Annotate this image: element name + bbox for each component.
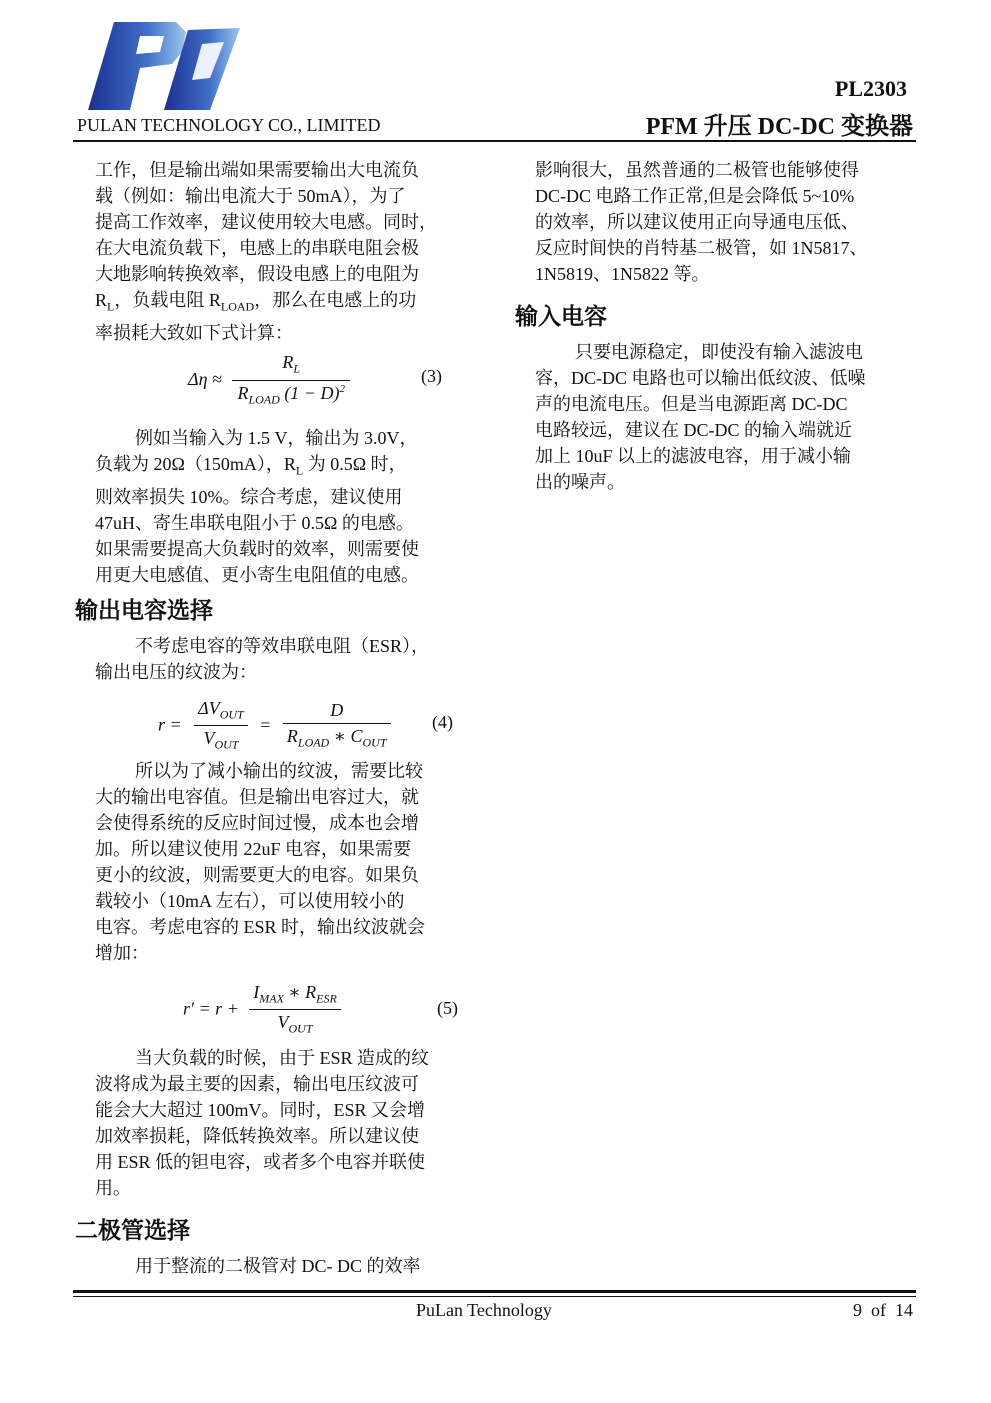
text-line: 载较小（10mA 左右），可以使用较小的 [95, 891, 405, 911]
equation-5: r′ = r + $\frac{I_{MAX} ∗ R_{ESR}}{V_{OUT}}$ [183, 982, 341, 1036]
text-line: 用于整流的二极管对 DC- DC 的效率 [135, 1256, 421, 1276]
text-line: 率损耗大致如下式计算： [95, 322, 293, 343]
heading-output-capacitor: 输出电容选择 [75, 598, 213, 624]
footer-company: PuLan Technology [416, 1300, 552, 1320]
equation-3: Δη ≈ $\frac{R_L}{R_{LOAD} (1 - D)^2}$ [188, 352, 350, 407]
text-line: 1N5819、1N5822 等。 [535, 264, 710, 284]
text-line: 提高工作效率，建议使用较大电感。同时， [95, 212, 437, 232]
text-line: 不考虑电容的等效串联电阻（ESR）， [135, 636, 430, 656]
left-paragraph-5 [95, 1045, 465, 1201]
text-line: 出的噪声。 [535, 472, 625, 492]
text-line: 则效率损失 10%。综合考虑，建议使用 [95, 486, 403, 507]
text-line: 只要电源稳定，即使没有输入滤波电 [575, 342, 863, 362]
heading-input-capacitor: 输入电容 [515, 304, 607, 330]
text-line: 输出电压的纹波为： [95, 662, 257, 682]
equation-4-label: (4) [432, 712, 453, 732]
text-line: 会使得系统的反应时间过慢，成本也会增 [95, 813, 419, 833]
product-title: PFM 升压 DC-DC 变换器 [645, 114, 913, 140]
text-line: 增加： [95, 943, 149, 963]
text-line: 反应时间快的肖特基二极管，如 1N5817、 [535, 238, 868, 258]
text-line: 例如当输入为 1.5 V，输出为 3.0V， [135, 428, 418, 448]
left-paragraph-1 [95, 157, 465, 346]
right-paragraph-1 [535, 157, 905, 287]
text-line: 的效率，所以建议使用正向导通电压低、 [535, 212, 859, 232]
left-paragraph-6 [95, 1253, 465, 1279]
text-line: 用。 [95, 1178, 131, 1198]
text-line: 声的电流电压。但是当电源距离 DC-DC [535, 394, 848, 414]
left-paragraph-3 [95, 633, 465, 685]
text-line: 波将成为最主要的因素，输出电压纹波可 [95, 1074, 419, 1094]
text-line: 电路较远，建议在 DC-DC 的输入端就近 [535, 420, 853, 440]
text-line: 大地影响转换效率，假设电感上的电阻为 [95, 264, 419, 284]
company-logo-icon [84, 18, 242, 114]
left-paragraph-2 [95, 425, 465, 588]
text-line: 加效率损耗，降低转换效率。所以建议使 [95, 1126, 419, 1146]
product-code: PL2303 [834, 76, 907, 101]
heading-diode: 二极管选择 [75, 1218, 190, 1244]
right-paragraph-2 [535, 339, 905, 495]
company-name: PULAN TECHNOLOGY CO., LIMITED [77, 115, 381, 135]
footer-rule-thick [73, 1290, 916, 1293]
text-line: 大的输出电容值。但是输出电容过大，就 [95, 787, 419, 807]
text-line: $R_L$，负载电阻 $R_{LOAD}$，那么在电感上的功 [95, 290, 417, 314]
equation-5-label: (5) [437, 998, 458, 1018]
text-line: 如果需要提高大负载时的效率，则需要使 [95, 538, 419, 559]
text-line: 加上 10uF 以上的滤波电容，用于减小输 [535, 446, 852, 466]
text-line: 47uH、寄生串联电阻小于 0.5Ω 的电感。 [95, 512, 414, 533]
text-line: 当大负载的时候，由于 ESR 造成的纹 [135, 1048, 430, 1068]
text-line: 所以为了减小输出的纹波，需要比较 [135, 761, 423, 781]
left-paragraph-4 [95, 758, 465, 966]
text-line: 在大电流负载下，电感上的串联电阻会极 [95, 238, 419, 258]
text-line: 用更大电感值、更小寄生电阻值的电感。 [95, 564, 419, 585]
text-line: 加。所以建议使用 22uF 电容，如果需要 [95, 839, 412, 859]
header-rule [73, 140, 916, 142]
text-line: 工作，但是输出端如果需要输出大电流负 [95, 160, 419, 180]
text-line: DC-DC 电路工作正常,但是会降低 5~10% [535, 186, 855, 206]
text-line: 载（例如：输出电流大于 50mA），为了 [95, 186, 406, 206]
text-line: 电容。考虑电容的 ESR 时，输出纹波就会 [95, 917, 426, 937]
page-number: 9 of 14 [853, 1300, 913, 1320]
footer-rule-thin [73, 1296, 916, 1297]
equation-4: r = $\frac{\Delta V_{OUT}}{V_{OUT}}$ = $\frac{D}{R_{LOAD} ∗ C_{OUT}}$ [158, 698, 391, 752]
equation-3-label: (3) [421, 366, 442, 386]
text-line: 更小的纹波，则需要更大的电容。如果负 [95, 865, 419, 885]
text-line: 负载为 20Ω（150mA），$R_L$ 为 0.5Ω 时， [95, 454, 407, 478]
text-line: 容，DC-DC 电路也可以输出低纹波、低噪 [535, 368, 866, 388]
text-line: 能会大大超过 100mV。同时，ESR 又会增 [95, 1100, 426, 1120]
text-line: 影响很大，虽然普通的二极管也能够使得 [535, 160, 859, 180]
text-line: 用 ESR 低的钽电容，或者多个电容并联使 [95, 1152, 426, 1172]
